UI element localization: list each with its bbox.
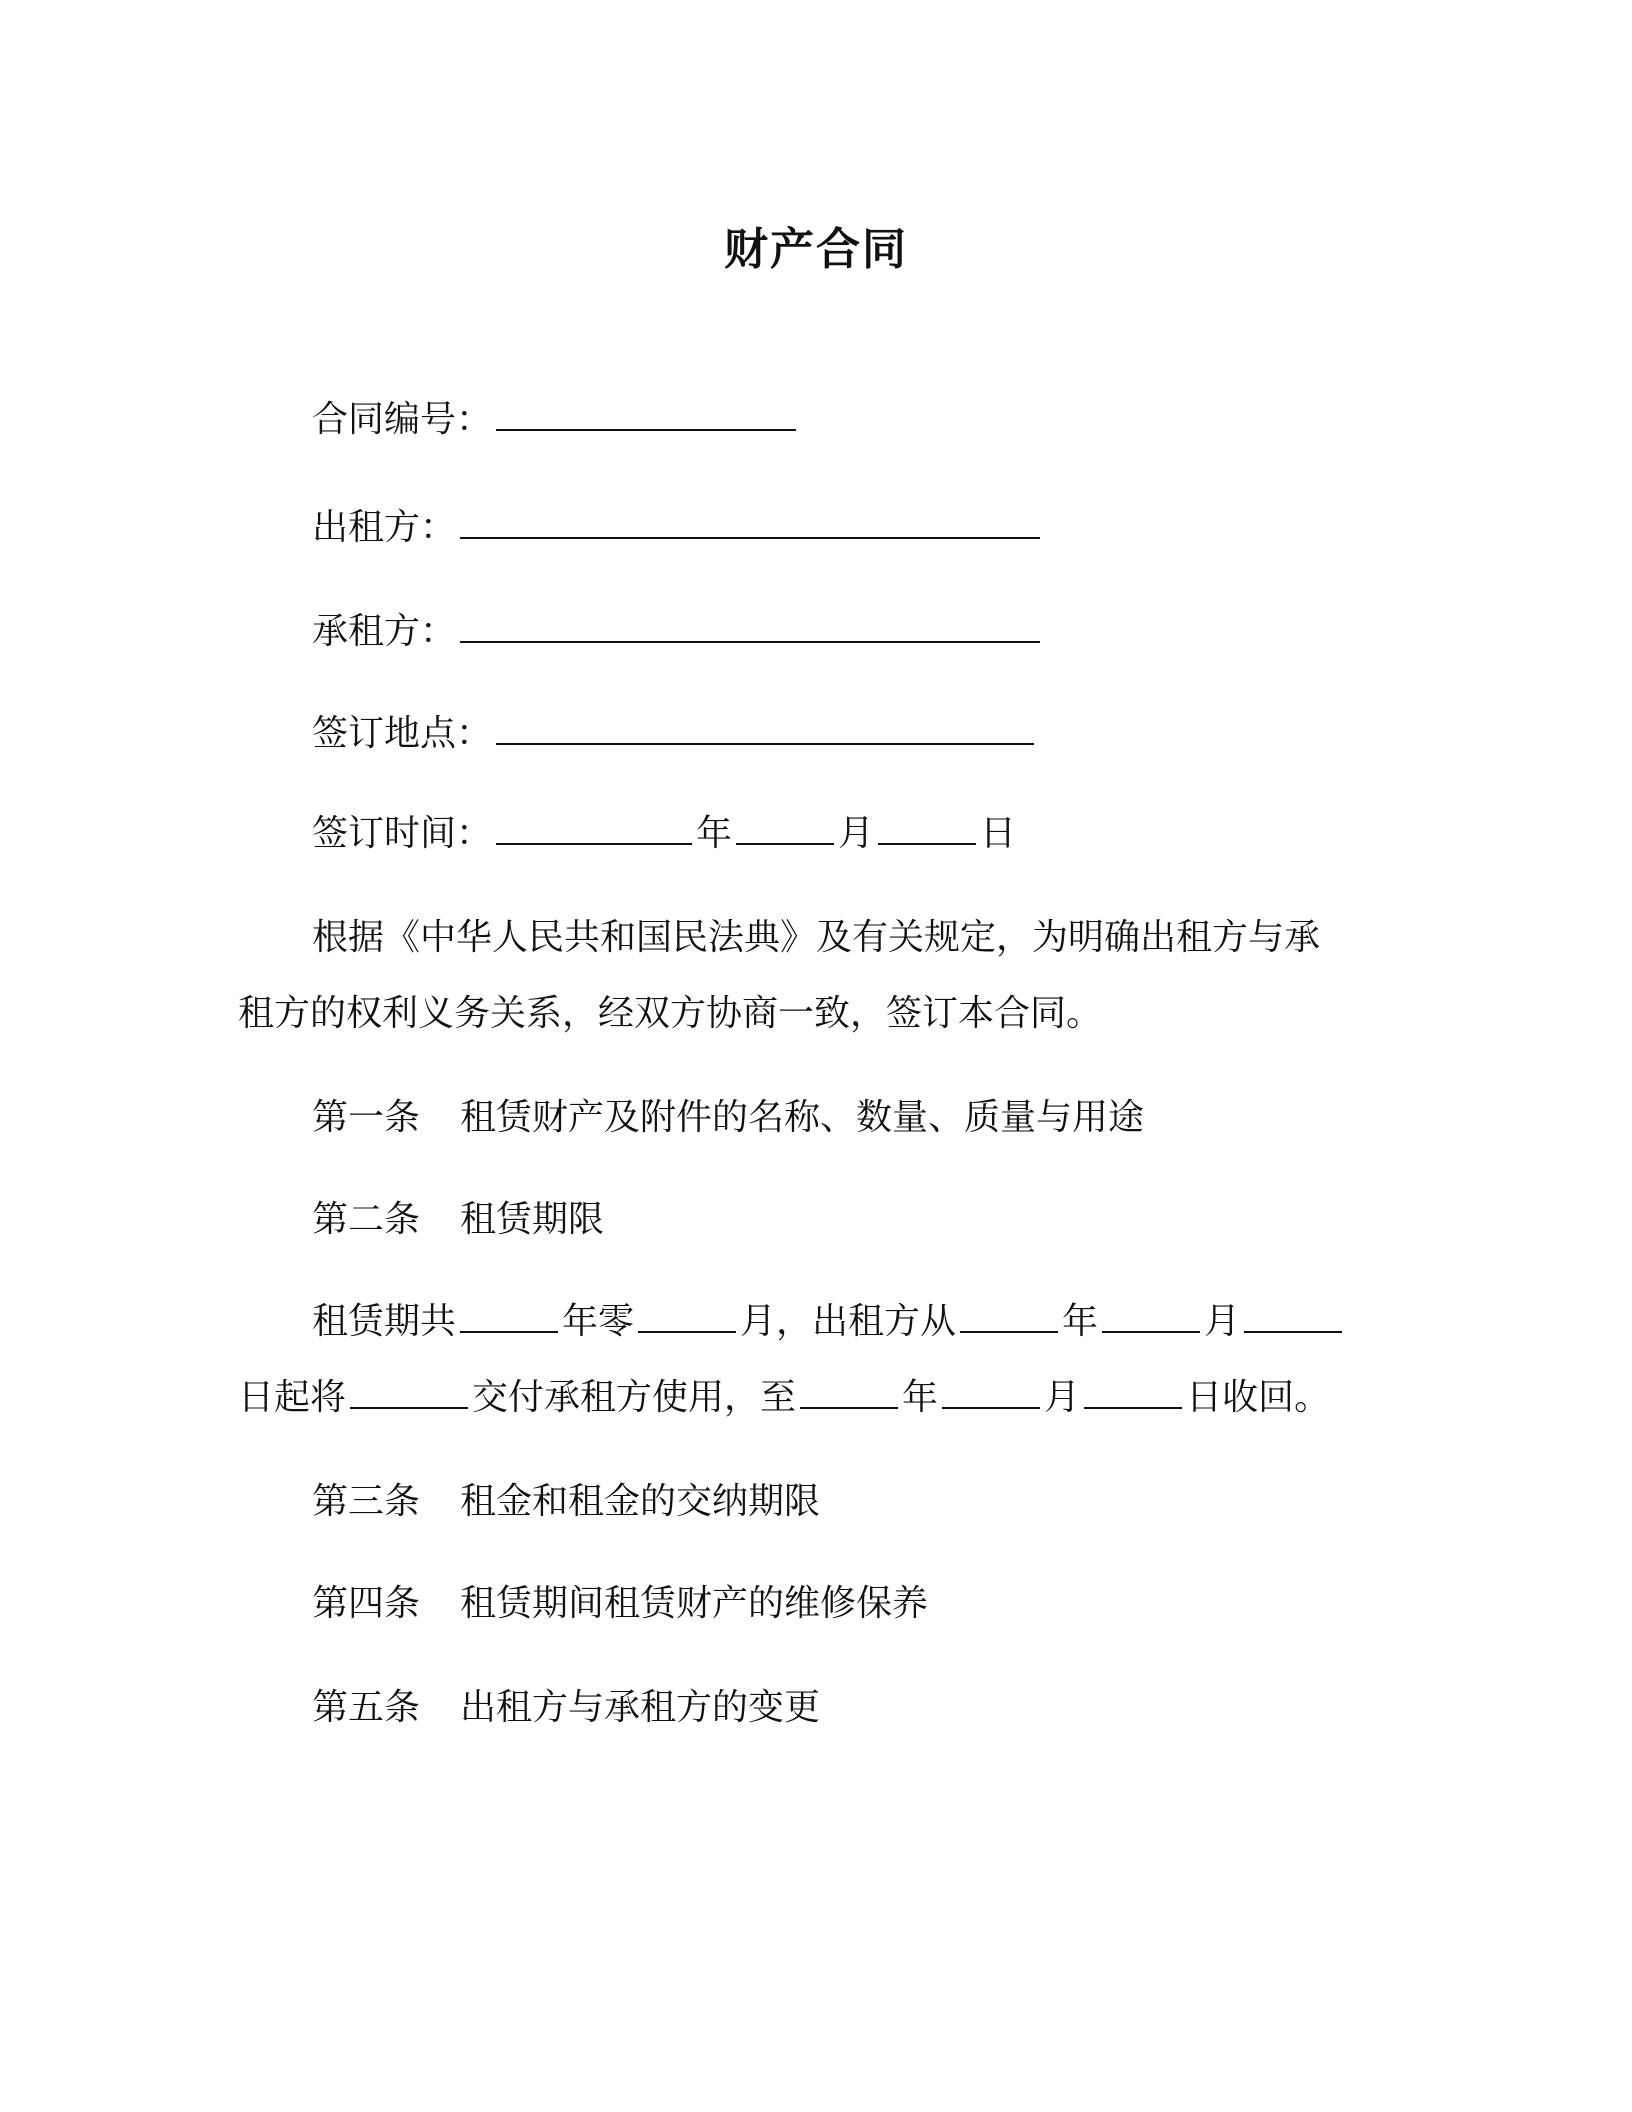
article-5 [312,1684,820,1732]
article-3 [312,1478,820,1526]
contract-number-line [312,396,800,444]
term-text: 日收回。 [1186,1377,1331,1418]
preamble-line-2: 租方的权利义务关系，经双方协商一致，签订本合同。 [238,993,1103,1034]
article-number: 第三条 [312,1481,421,1522]
term-text: 月 [1204,1301,1241,1342]
article-number: 第一条 [312,1097,421,1138]
start-year-blank[interactable] [960,1301,1058,1333]
term-text: 年零 [562,1301,635,1342]
signing-place-blank[interactable] [496,713,1034,745]
signing-time-line [312,810,1016,858]
lessor-blank[interactable] [460,507,1040,539]
article-title: 租金和租金的交纳期限 [460,1481,821,1522]
day-text: 日 [980,813,1017,854]
contract-number-blank[interactable] [496,399,796,431]
month-text: 月 [838,813,875,854]
property-blank[interactable] [350,1377,468,1409]
article-title: 出租方与承租方的变更 [460,1687,821,1728]
term-text: 交付承租方使用，至 [472,1377,797,1418]
contract-number-label: 合同编号： [312,399,493,440]
year-text: 年 [696,813,733,854]
article-number: 第二条 [312,1199,421,1240]
term-line-2 [238,1374,1330,1422]
lessee-label: 承租方： [312,611,457,652]
signing-place-label: 签订地点： [312,713,493,754]
signing-place-line [312,710,1038,758]
term-text: 月 [1044,1377,1081,1418]
signing-time-label: 签订时间： [312,813,493,854]
article-2 [312,1196,604,1244]
signing-month-blank[interactable] [736,813,834,845]
document-title: 财产合同 [724,224,908,275]
signing-day-blank[interactable] [878,813,976,845]
lessee-blank[interactable] [460,611,1040,643]
term-text: 年 [902,1377,939,1418]
lessor-line [312,504,1044,552]
term-years-blank[interactable] [460,1301,558,1333]
signing-year-blank[interactable] [496,813,692,845]
start-day-blank[interactable] [1244,1301,1342,1333]
article-1 [312,1094,1144,1142]
term-line-1 [312,1298,1346,1346]
article-title: 租赁期限 [460,1199,605,1240]
end-day-blank[interactable] [1084,1377,1182,1409]
term-text: 日起将 [238,1377,347,1418]
term-text: 年 [1062,1301,1099,1342]
article-4 [312,1580,928,1628]
start-month-blank[interactable] [1102,1301,1200,1333]
lessor-label: 出租方： [312,507,457,548]
term-text: 月，出租方从 [740,1301,957,1342]
term-text: 租赁期共 [312,1301,457,1342]
preamble-line-1: 根据《中华人民共和国民法典》及有关规定，为明确出租方与承 [312,917,1321,958]
term-months-blank[interactable] [638,1301,736,1333]
article-number: 第五条 [312,1687,421,1728]
end-month-blank[interactable] [942,1377,1040,1409]
article-title: 租赁财产及附件的名称、数量、质量与用途 [460,1097,1145,1138]
article-number: 第四条 [312,1583,421,1624]
article-title: 租赁期间租赁财产的维修保养 [460,1583,929,1624]
end-year-blank[interactable] [800,1377,898,1409]
lessee-line [312,608,1044,656]
